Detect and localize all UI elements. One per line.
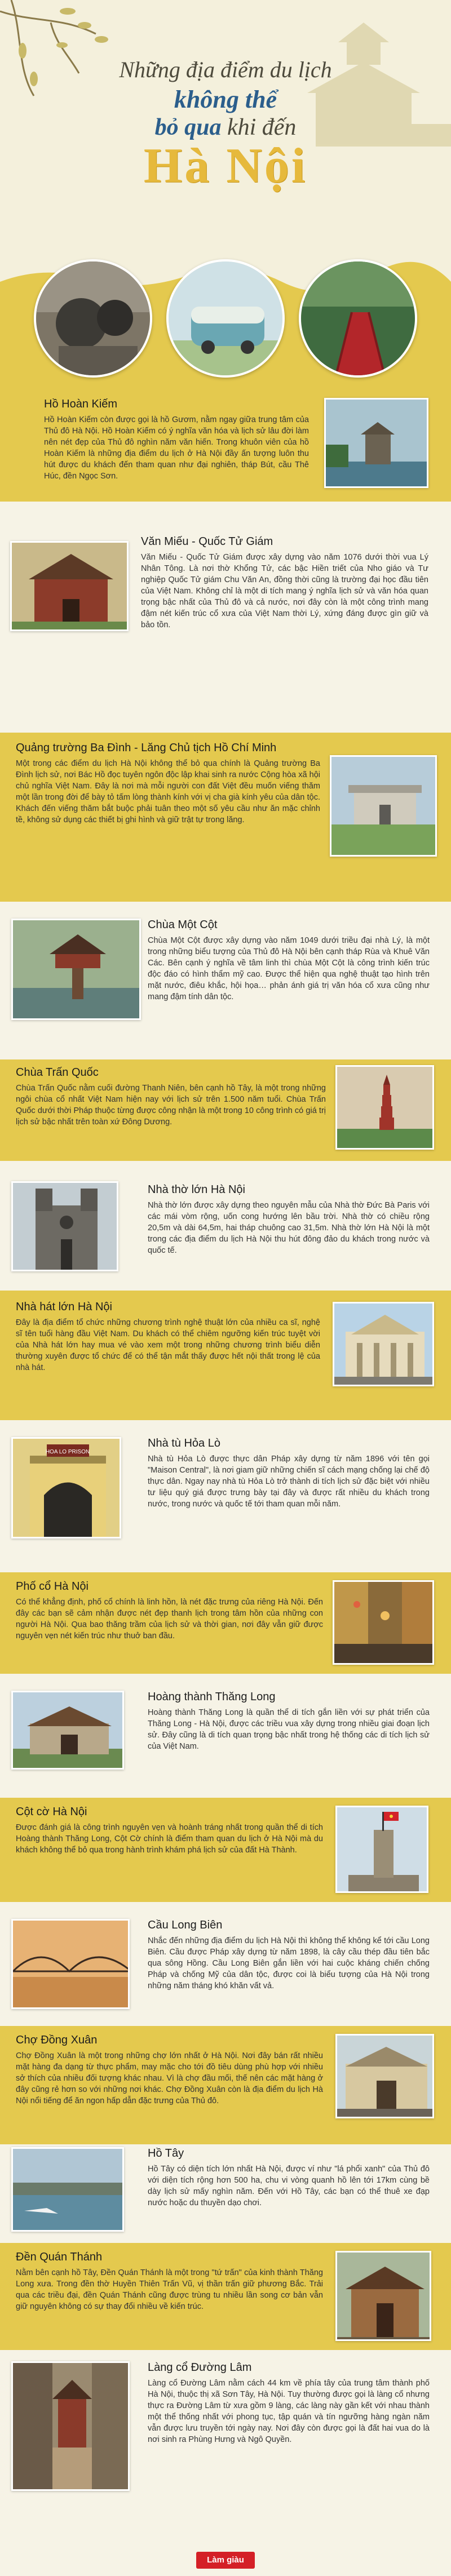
section-title: Hồ Hoàn Kiếm [44, 398, 118, 410]
section-body: Chùa Một Cột được xây dựng vào năm 1049 dưới triều đại nhà Lý, là một trong những biểu tượng của Thủ đô Hà Nội bên cạnh tháp Rùa và Khuê Văn Các. Bên cạnh ý nghĩa về tâm linh thì chùa Một Cột là công trình kiến trúc độc đáo có hình thẩm mỹ cao. Được thể hiện qua nghệ thuật tạo hình trên mặt nước, điêu khắc, hội họa… phản ánh giá trị văn hóa cổ xưa cũng như mang đậm tính dân tộc. [148, 936, 430, 1001]
photo-quan-thanh-temple [335, 2251, 431, 2341]
photo-hoa-lo-prison [11, 1437, 121, 1538]
section-title: Đền Quán Thánh [16, 2251, 103, 2263]
section-ho-hoan-kiem [0, 389, 451, 502]
section-pho-co [0, 1572, 451, 1674]
section-ba-dinh [0, 733, 451, 902]
section-nha-tho-lon [0, 1178, 451, 1274]
circle-photo-van [166, 259, 285, 378]
section-body: Hồ Hoàn Kiếm còn được gọi là hồ Gươm, nằm ngay giữa trung tâm của Thủ đô Hà Nội. Hồ Hoàn Kiếm có ý nghĩa văn hóa và lịch sử lâu đời làm nên nét đẹp của Thủ đô nghìn năm văn hiến. Trong khuôn viên của hồ Hoàn Kiếm là những địa điểm du lịch ở Hà Nội đầy ấn tượng luôn thu hút được du khách đến tham quan như đại nghiên, tháp Bút, cầu Thê Húc, đền Ngọc Sơn. [44, 415, 309, 481]
section-title: Quảng trường Ba Đình - Lăng Chủ tịch Hồ Chí Minh [16, 742, 277, 754]
section-nha-tu-hoa-lo [0, 1431, 451, 1561]
section-chua-mot-cot [0, 913, 451, 1048]
photo-old-quarter [333, 1580, 434, 1665]
section-body: Đây là địa điểm tổ chức những chương trình nghệ thuật lớn của nhiều ca sĩ, nghệ sĩ tên tuổi hàng đầu Việt Nam. Du khách có thể chiêm ngưỡng kiến trúc tuyệt vời của Nhà hát lớn hay mua vé vào xem một trong những chương trình biểu diễn thường xuyên được tổ chức để có thể tận mắt thấy được hết nội thất trong lệ của nhà hát. [16, 1318, 320, 1372]
section-van-mieu [0, 518, 451, 710]
circle-photo-the-huc-bridge [299, 259, 417, 378]
photo-west-lake [11, 2147, 124, 2232]
section-title: Nhà thờ lớn Hà Nội [148, 1183, 245, 1196]
photo-duong-lam-village [11, 2361, 130, 2491]
section-body: Nằm bên cạnh hồ Tây, Đền Quán Thánh là một trong "tứ trấn" của kinh thành Thăng Long xưa. Trong đền thờ Huyền Thiên Trấn Vũ, vị thần trấn giữ phương Bắc. Trải qua các triều đại, đền Quán Thánh cũng được trùng tu nhiều lần song cơ bản vẫn giữ nguyên không có sự thay đổi nhiều về kiến trúc. [16, 2268, 323, 2311]
title-line-3-emphasis: bỏ qua [154, 114, 222, 140]
section-body: Nhà tù Hỏa Lò được thực dân Pháp xây dựng từ năm 1896 với tên gọi "Maison Central", là nơi giam giữ những chiến sĩ cách mạng chống lại chế độ thực dân. Ngay nay nhà tù Hỏa Lò trở thành di tích lịch sử đặc biệt với nhiều tư liệu quý giá được trưng bày tại đây và được rất nhiều du khách trong nước, trong nước và quốc tế tới tham quan mỗi năm. [148, 1455, 430, 1509]
photo-turtle-tower [324, 398, 428, 488]
header [0, 0, 451, 394]
section-body: Có thể khẳng định, phố cổ chính là linh hồn, là nét đặc trưng của riêng Hà Nội. Đến đây các bạn sẽ cảm nhận được nét đẹp thanh lịch trong tâm hồn của những con người Hà Nội. Qua bao thăng trầm của lịch sử và thời gian, nơi đây vẫn giữ được nguyên vẹn nét kiến trúc như thuở ban đầu. [16, 1598, 323, 1641]
section-title: Hồ Tây [148, 2147, 184, 2160]
photo-st-joseph-cathedral [11, 1181, 118, 1271]
section-body: Hồ Tây có diện tích lớn nhất Hà Nội, được ví như "lá phổi xanh" của Thủ đô với diện tích rộng hơn 500 ha, chu vi vòng quanh hồ lên tới 17km cùng bề dày lịch sử mấy nghìn năm. Đến với Hồ Tây, các bạn có thể thuê xe đạp nước hoặc du thuyền dạo chơi. [148, 2165, 430, 2207]
section-title: Chùa Trấn Quốc [16, 1066, 99, 1079]
footer-logo: Làm giàu [196, 2552, 255, 2569]
title-line-3 [0, 114, 451, 141]
section-body: Làng cổ Đường Lâm nằm cách 44 km về phía tây của trung tâm thành phố Hà Nội, thuộc thị xã Sơn Tây, Hà Nội. Tuy thường được gọi là làng cổ nhưng thực ra Đường Lâm từ xưa gồm 9 làng, các làng này gần kết với nhau thành một thể thống nhất với phong tục, tập quán và tín ngưỡng hàng ngàn năm vẫn được lưu truyền tới ngày nay. Nơi đây còn được gọi là đất hai vua do là nơi sinh ra Phùng Hưng và Ngô Quyền. [148, 2379, 430, 2444]
section-title: Làng cổ Đường Lâm [148, 2361, 252, 2374]
prison-sign-text: HOA LO PRISON [45, 1449, 90, 1455]
section-nha-hat-lon [0, 1291, 451, 1420]
section-title: Chùa Một Cột [148, 919, 218, 931]
section-lang-co-duong-lam [0, 2356, 451, 2547]
section-body: Nhà thờ lớn được xây dựng theo nguyên mẫu của Nhà thờ Đức Bà Paris với các mái vòm rộng, uốn cong hướng lên bầu trời. Nhà thờ có chiều rộng 20,5m và dài 64,5m, hai tháp chuông cao 31,5m. Nhà thờ lớn Hà Nội là một trong các địa điểm du lịch Hà Nội thu hút đông đảo du khách trong nước và quốc tế. [148, 1201, 430, 1255]
section-title: Chợ Đồng Xuân [16, 2034, 98, 2046]
photo-ho-chi-minh-mausoleum [330, 755, 437, 857]
circle-photo-street-vendor [34, 259, 152, 378]
photo-van-mieu [10, 541, 129, 631]
section-body: Được đánh giá là công trình nguyên vẹn và hoành tráng nhất trong quần thể di tích Hoàng thành Thăng Long, Cột Cờ chính là điểm tham quan du lịch ở Hà Nội mà du khách không thể bỏ qua trong hành trình khám phá lịch sử của đất Hà Thành. [16, 1823, 323, 1855]
photo-opera-house [333, 1302, 434, 1386]
photo-flag-tower [335, 1806, 428, 1893]
section-title: Phố cổ Hà Nội [16, 1580, 89, 1593]
street-vendor-illustration [36, 261, 152, 378]
section-title: Nhà tù Hỏa Lò [148, 1437, 220, 1449]
section-cho-dong-xuan [0, 2026, 451, 2144]
section-cot-co [0, 1798, 451, 1902]
photo-dong-xuan-market [335, 2034, 434, 2118]
section-title: Cầu Long Biên [148, 1919, 223, 1931]
section-body: Văn Miếu - Quốc Tử Giám được xây dựng vào năm 1076 dưới thời vua Lý Nhân Tông. Là nơi thờ Khổng Tử, các bậc Hiền triết của Nho giáo và Tư nghiệp Quốc Tử giám Chu Văn An, đồng thời cũng là trường đại học đầu tiên của Việt Nam. Không chỉ là một di tích mang ý nghĩa lịch sử và văn hóa quan trọng bậc nhất của Thủ đô và cả nước, nơi đây còn là một công trình mang đậm nét kiến trúc cổ xưa của Việt Nam thời Lý, xứng đáng được gìn giữ và bảo tồn. [141, 553, 428, 629]
section-body: Hoàng thành Thăng Long là quần thể di tích gắn liền với sự phát triển của Thăng Long - Hà Nội, được các triều vua xây dựng trong nhiều giai đoạn lịch sử. Đây cũng là di tích quan trọng bậc nhất trong hệ thống các di tích lịch sử của Việt Nam. [148, 1708, 430, 1751]
title-line-1: Những địa điểm du lịch [119, 57, 332, 82]
section-body: Chùa Trấn Quốc nằm cuối đường Thanh Niên, bên cạnh hồ Tây, là một trong những ngôi chùa cổ nhất Việt Nam hiện nay với lịch sử trên 1.500 năm tuổi. Chùa Trấn Quốc dưới thời Pháp thuộc từng được công nhận là một trong 10 công trình có giá trị lịch sử bậc nhất trên toàn xứ Đông Dương. [16, 1084, 326, 1127]
section-body: Nhắc đến những địa điểm du lịch Hà Nội thì không thể không kể tới cầu Long Biên. Cầu được Pháp xây dựng từ năm 1898, là cây cầu thép đầu tiên bắc qua sông Hồng. Cầu Long Biên gắn liền với hai cuộc kháng chiến chống Pháp và chống Mỹ của dân tộc, được coi là biểu tượng của Hà Nội trong những năm tháng khó khăn vất vả. [148, 1936, 430, 1990]
section-chua-tran-quoc [0, 1059, 451, 1161]
section-ho-tay [0, 2142, 451, 2243]
section-title: Cột cờ Hà Nội [16, 1806, 87, 1818]
section-cau-long-bien [0, 1913, 451, 2026]
photo-long-bien-bridge [11, 1919, 130, 2009]
title-block [0, 56, 451, 194]
section-title: Hoàng thành Thăng Long [148, 1691, 276, 1703]
section-den-quan-thanh [0, 2243, 451, 2350]
section-hoang-thanh [0, 1685, 451, 1786]
title-line-3-rest: khi đến [221, 114, 297, 140]
title-line-2: không thể [174, 86, 277, 113]
section-body: Chợ Đồng Xuân là một trong những chợ lớn nhất ở Hà Nội. Nơi đây bán rất nhiều mặt hàng đa dạng từ thực phẩm, may mặc cho tới đồ tiêu dùng phù hợp với nhiều sở thích của nhiều đối tượng khác nhau. Vì là chợ đầu mối, thế nên các mặt hàng ở đây cũng rẻ hơn so với những nơi khác. Chợ Đồng Xuân còn là địa điểm du lịch Hà Nội nổi tiếng để ăn ngon hấp dẫn đặc trưng của Thủ đô. [16, 2051, 323, 2105]
photo-one-pillar-pagoda [11, 919, 141, 1020]
red-bridge-illustration [301, 261, 417, 378]
section-body: Một trong các điểm du lịch Hà Nội không thể bỏ qua chính là Quảng trường Ba Đình lịch sử, nơi Bác Hồ đọc tuyên ngôn độc lập khai sinh ra nước Cộng hòa xã hội chủ nghĩa Việt Nam. Đây là nơi mà mỗi người con đất Việt đều muốn viếng thăm một lần trong đời để bày tỏ tấm lòng thành kính với vị cha già kính yêu của dân tộc. Khách đến viếng thăm bắt buộc phải tuân theo một số yêu cầu như ăn mặc chỉnh tề, không sử dụng các thiết bị ghi hình và giữ trật tự trong lăng. [16, 759, 320, 824]
section-title: Nhà hát lớn Hà Nội [16, 1301, 112, 1313]
title-city: Hà Nội [143, 139, 308, 193]
blue-van-illustration [169, 261, 285, 378]
photo-tran-quoc-pagoda [335, 1065, 434, 1150]
section-title: Văn Miếu - Quốc Tử Giám [141, 535, 273, 548]
photo-imperial-citadel [11, 1691, 124, 1770]
